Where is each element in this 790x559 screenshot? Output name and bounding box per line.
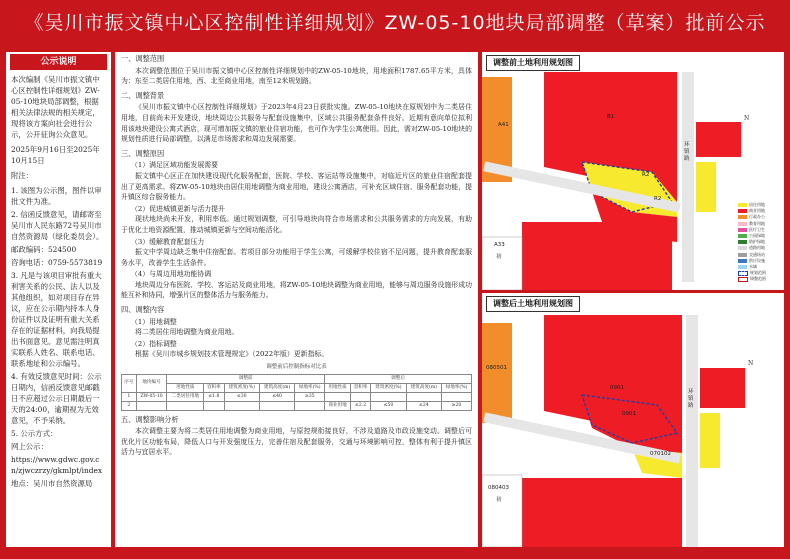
table-cell: ≤50: [371, 401, 406, 410]
road-huanzhen: [686, 315, 698, 547]
legend-item: 调整范围: [738, 276, 782, 282]
map-label: B1: [607, 114, 615, 120]
map-label: 070102: [650, 451, 671, 457]
table-caption: 调整前后控制指标对比表: [266, 364, 327, 371]
reason-text: 现状地块尚未开发，利用率低。通过规划调整，可引导地块向符合市场需求和公共服务需求的方向发展，有助于优化土地资源配置，推动城镇更新与空间功能活化。: [121, 215, 472, 234]
map-label: 初: [496, 497, 502, 503]
table-cell: ≥35: [295, 392, 325, 401]
notice-item: 5. 公示方式：: [11, 429, 58, 438]
table-header-cell: 序号: [122, 374, 137, 392]
table-group-after: 调整后: [325, 374, 472, 383]
legend-item: 教育用地: [738, 221, 782, 227]
legend-item: 交通场站: [738, 252, 782, 258]
table-header-cell: 建筑密度(%): [371, 383, 406, 392]
map-legend: [738, 202, 782, 283]
reason-title: （3）缓解教育配套压力: [131, 237, 205, 246]
section-heading: 四、调整内容: [121, 305, 165, 315]
legend-item: 道路用地: [738, 245, 782, 251]
map-before-panel: [482, 52, 784, 290]
notice-item: 4. 有效反馈意见时间：公示日期内，信函反馈意见邮戳日不应超过公示日期最后一天的24:00，逾期视为无效意见，不予采纳。: [11, 372, 102, 425]
map-after-image: [482, 293, 784, 547]
road-huanzhen: [682, 72, 694, 282]
admin-parcel: [482, 323, 512, 423]
adjust-subtitle: （2）指标调整: [131, 339, 177, 348]
section-text: 《吴川市振文镇中心区控制性详细规划》于2023年4月23日获批实施。ZW-05-10地块在原规划中为二类居住用地，目前尚未开发建设，地块周边公共服务与配套设施集中，区域公共服务配套条件良好。近期有意向单位拟利用该地块建设公寓式酒店，现可增加振文镇的旅业住宿功能，也可作为学生公寓使用。因此，需对ZW-05-10地块的规划性质进行局部调整，以满足市场需求和周边发展需要。: [121, 103, 472, 144]
notice-intro: 本次编制《吴川市振文镇中心区控制性详细规划》ZW-05-10地块局部调整，根据相关法律法规的相关规定，现将该方案向社会进行公示，公开征询公众意见。: [11, 75, 100, 139]
table-cell: ≤30: [224, 392, 259, 401]
section-heading: 二、调整背景: [121, 90, 165, 100]
table-header-cell: 容积率: [204, 383, 224, 392]
reason-text: 地块周边分布医院、学校、客运站及商业用地，将ZW-05-10地块调整为商业用地，能够与周边服务设施形成功能互补和协同，增强片区的整体活力与服务能力。: [121, 280, 472, 300]
table-cell: [224, 401, 259, 410]
reason-title: （2）促进城镇更新与活力提升: [131, 204, 225, 213]
table-cell: ≤40: [259, 392, 294, 401]
legend-item: 规划范围: [738, 270, 782, 276]
legend-item: 供应设施: [738, 258, 782, 264]
adjust-subtitle: （1）用地调整: [131, 317, 177, 326]
table-cell: 2: [122, 401, 137, 410]
legend-item: 防护绿地: [738, 239, 782, 245]
section-text: 本次调整主要为将二类居住用地调整为商业用地，与原控规衔接良好，不涉及道路及市政设施变动。调整后可优化片区功能布局，降低人口与开发强度压力，完善住宿及配套服务，交通与环境影响可控，整体有利于提升镇区活力与宜居水平。: [121, 427, 472, 457]
legend-item: 医疗卫生: [738, 227, 782, 233]
reason-title: （1）满足区域功能发展需要: [131, 161, 219, 170]
adjust-text: 将二类居住用地调整为商业用地。: [135, 328, 239, 337]
table-header-cell: 容积率: [350, 383, 370, 392]
commercial-parcel-south: [522, 222, 672, 290]
notice-remark-label: 附注：: [11, 171, 34, 180]
map-label: A41: [498, 122, 509, 128]
notice-phone: 咨询电话：0759-5573819: [11, 258, 103, 267]
map-label: R2: [642, 172, 650, 178]
body-column: [115, 52, 478, 547]
notice-period: 2025年9月16日至2025年10月15日: [11, 145, 100, 165]
commercial-parcel-east: [696, 122, 741, 157]
road-label: 环镇路: [684, 142, 690, 162]
reason-text: 振文中学周边缺乏集中住宿配套。若项目部分功能用于学生公寓，可缓解学校住宿不足问题，提升教育配套服务水平，改善学生生活条件。: [121, 248, 472, 267]
table-cell: [167, 401, 204, 410]
map-before-header: 调整前土地利用规划图: [486, 55, 580, 71]
legend-item: 公园绿地: [738, 233, 782, 239]
table-cell: ZW-05-10: [136, 392, 167, 401]
table-cell: 1: [122, 392, 137, 401]
residential-parcel-east: [700, 413, 720, 468]
north-arrow-icon: N: [744, 115, 750, 122]
notice-item: 1. 该图为公示图，图件以审批文件为准。: [11, 186, 102, 206]
table-cell: [204, 401, 224, 410]
reason-title: （4）与周边用地功能协调: [131, 270, 212, 279]
legend-item: 水域: [738, 264, 782, 270]
table-cell: [295, 401, 325, 410]
legend-item: 居住用地: [738, 202, 782, 208]
table-cell: [350, 392, 370, 401]
table-cell: ≤2.2: [350, 401, 370, 410]
map-after-panel: [482, 293, 784, 547]
table-header-cell: 绿地率(%): [295, 383, 325, 392]
adjust-text: 根据《吴川市城乡规划技术管理规定》（2022年版）更新指标。: [135, 350, 329, 359]
commercial-parcel-east: [700, 368, 745, 408]
table-cell: [259, 401, 294, 410]
legend-item: 行政办公: [738, 214, 782, 220]
table-cell: [371, 392, 406, 401]
table-cell: [406, 392, 441, 401]
map-label: 初: [496, 254, 502, 260]
table-cell: [442, 392, 472, 401]
notice-location: 地点：吴川市自然资源局: [11, 479, 93, 488]
section-heading: 五、调整影响分析: [121, 414, 179, 424]
commercial-parcel-south: [522, 478, 682, 547]
table-row: [122, 401, 472, 410]
table-group-before: 调整前: [167, 374, 325, 383]
table-header-cell: 建筑高度(m): [406, 383, 441, 392]
table-header-cell: 建筑高度(m): [259, 383, 294, 392]
table-cell: 二类居住用地: [167, 392, 204, 401]
road-label: 环镇路: [688, 389, 694, 409]
notice-website-link[interactable]: https://www.gdwc.gov.cn/zjwczrzy/gkmlpt/index: [11, 455, 103, 475]
section-heading: 一、调整范围: [121, 54, 165, 63]
map-label: 0901: [610, 385, 624, 391]
table-row: [122, 392, 472, 401]
table-header-cell: 建筑密度(%): [224, 383, 259, 392]
map-label: 0901: [622, 411, 636, 417]
table-cell: 商业用地: [325, 401, 351, 410]
table-header-cell: 用地性质: [167, 383, 204, 392]
residential-parcel-east: [696, 162, 716, 212]
table-cell: [325, 392, 351, 401]
map-after-header: 调整后土地利用规划图: [486, 296, 580, 312]
indicator-table: [121, 374, 472, 411]
page-title: 《吴川市振文镇中心区控制性详细规划》ZW-05-10地块局部调整（草案）批前公示: [24, 12, 766, 34]
map-label: 080403: [488, 485, 509, 491]
notice-column: [6, 52, 111, 547]
notice-header: 公示说明: [10, 54, 107, 70]
table-cell: ≤1.8: [204, 392, 224, 401]
notice-item: 网上公示：: [11, 442, 48, 451]
table-header-cell: 用地性质: [325, 383, 351, 392]
table-cell: ≥20: [442, 401, 472, 410]
map-label: R2: [654, 196, 662, 202]
map-label: 080501: [486, 365, 507, 371]
notice-item: 3. 凡是与该项目审批有重大利害关系的公民、法人以及其他组织，如对项目存在异议，应在公示期内持本人身份证件以及证明有重大关系存在的证据材料，向我局提出书面意见。意见需注明真实联系人姓名、联系电话、联系地址和公示编号。: [11, 271, 102, 368]
notice-postcode: 邮政编码：524500: [11, 245, 77, 254]
legend-item: 商业用地: [738, 208, 782, 214]
north-arrow-icon: N: [748, 360, 754, 367]
table-header-cell: 地块编号: [136, 374, 167, 392]
map-label: A33: [494, 242, 505, 248]
table-cell: ≤24: [406, 401, 441, 410]
reason-text: 振文镇中心区正在加快建设现代化服务配套，医院、学校、客运站等设施集中，对临近片区的旅业住宿配套提出了更高需求。将ZW-05-10地块由居住用地调整为商业用地，建设公寓酒店，可补充区域住宿、服务配套功能，提升镇区综合服务能力。: [121, 171, 472, 202]
section-text: 本次调整范围位于吴川市振文镇中心区控制性详细规划中的ZW-05-10地块，用地面积1787.65平方米，具体为：东至二类居住用地，西、北至商业用地，南至12米规划路。: [121, 66, 472, 86]
table-cell: [136, 401, 167, 410]
section-heading: 三、调整原因: [121, 148, 165, 158]
notice-item: 2. 信函反馈意见，请邮寄至吴川市人民东路72号吴川市自然资源局（绿化委员会）。: [11, 210, 104, 241]
table-header-cell: 绿地率(%): [442, 383, 472, 392]
